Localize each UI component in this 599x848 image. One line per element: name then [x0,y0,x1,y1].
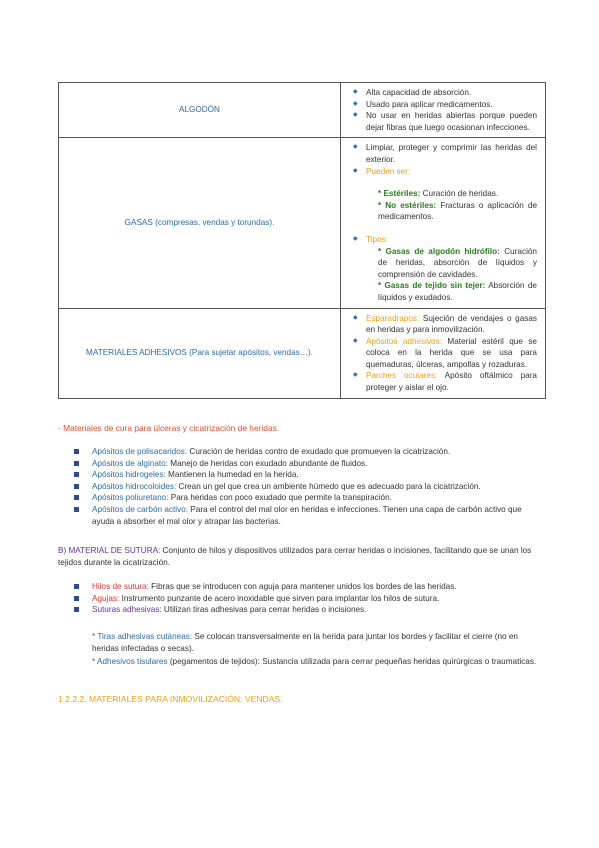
row-desc-algodon [341,83,546,138]
list-item: Agujas: Instrumento punzante de acero inoxidable que sirven para implantar los hilos de sutura. [74,593,544,605]
list-item: ◆ No usar en heridas abiertas porque pueden dejar fibras que luego ocasionan infecciones. [353,110,537,133]
list-item: Suturas adhesivas: Utilizan tiras adhesivas para cerrar heridas o incisiones. [74,604,544,616]
table-row [59,138,546,308]
suturas-subtypes [92,631,547,668]
tisulares-item: * Adhesivos tisulares (pegamentos de tejidos): Sustancia utilizada para cerrar pequeñas heridas quirúrgicas o traumaticas. [92,656,537,666]
no-esteriles-item: * No estériles: Fracturas o aplicación de medicamentos. [378,200,537,222]
tiras-item: * Tiras adhesivas cutáneas: Se colocan transversalmente en la herida para juntar los bordes y facilitar el cierre (no en heridas infectadas o secas). [92,632,518,654]
list-item: ◆ Limpiar, proteger y comprimir las heridas del exterior. [353,142,537,165]
list-item [353,166,537,234]
row-label-algodon: ALGODÓN [59,83,341,138]
esteriles-item: * Estériles: Curación de heridas. [378,189,499,199]
row-desc-gasas [341,138,546,308]
list-item: Hilos de sutura: Fibras que se introducen con aguja para mantener unidos los bordes de las heridas. [74,581,544,593]
list-item: Apósitos hidrocoloides: Crean un gel que crea un ambiente húmedo que es adecuado para la cicatrización. [74,481,544,493]
pueden-ser-label: Pueden ser: [366,166,411,176]
section-heading: 1.2.2.2. MATERIALES PARA INMOVILIZACIÓN: VENDAS. [58,694,283,704]
table-row [59,308,546,398]
list-item: ◆ Parches oculares: Apósito oftálmico para proteger y aislar el ojo. [353,370,537,393]
table-row [59,83,546,138]
row-label-adhesivos: MATERIALES ADHESIVOS (Para sujetar apósitos, vendas…). [59,308,341,398]
list-item: Apósitos hidrogeles: Mantienen la humedad en la herida. [74,469,544,481]
tipos-label: Tipos: [366,234,388,244]
list-item: ◆ Apósitos adhesivos: Material estéril que se coloca en la herida que se usa para quemaduras, úlceras, ampollas y rozaduras. [353,336,537,371]
sutura-paragraph: B) MATERIAL DE SUTURA: Conjunto de hilos y dispositivos utilizados para cerrar heridas o incisiones, facilitando que se unan los tejidos durante la cicatrización. [58,546,532,568]
list-item: ◆ Usado para aplicar medicamentos. [353,99,537,111]
list-item: Apósitos de carbón activo: Para el control del mal olor en heridas e infecciones. Tienen una capa de carbón activo que ayuda a absorber el mal olor y atrapar las bacterias. [74,504,544,527]
list-item [353,234,537,304]
list-item: Apósitos de alginato: Manejo de heridas con exudado abundante de fluidos. [74,458,544,470]
list-item: ◆ Alta capacidad de absorción. [353,87,537,99]
list-item: Apósitos de polisacaridos: Curación de heridas contro de exudado que promueven la cicatrización. [74,446,544,458]
sutura-list [74,581,544,616]
materials-table [58,82,546,399]
curas-heading: - Materiales de cura para úlceras y cicatrización de heridas. [58,423,280,433]
row-desc-adhesivos [341,308,546,398]
gasas-tejido-item: * Gasas de tejido sin tejer: Absorción de líquidos y exudados. [378,281,537,302]
list-item: ◆ Esparadrapos: Sujeción de vendajes o gasas en heridas y para inmovilización. [353,313,537,336]
row-label-gasas: GASAS (compresas, vendas y torundas). [59,138,341,308]
gasas-algodon-item: * Gasas de algodón hidrófilo: Curación de heridas, absorción de líquidos y comprensión de cavidades. [378,246,537,279]
curas-list [74,446,544,527]
list-item: Apósitos poliuretano: Para heridas con poco exudado que permite la transpiración. [74,492,544,504]
